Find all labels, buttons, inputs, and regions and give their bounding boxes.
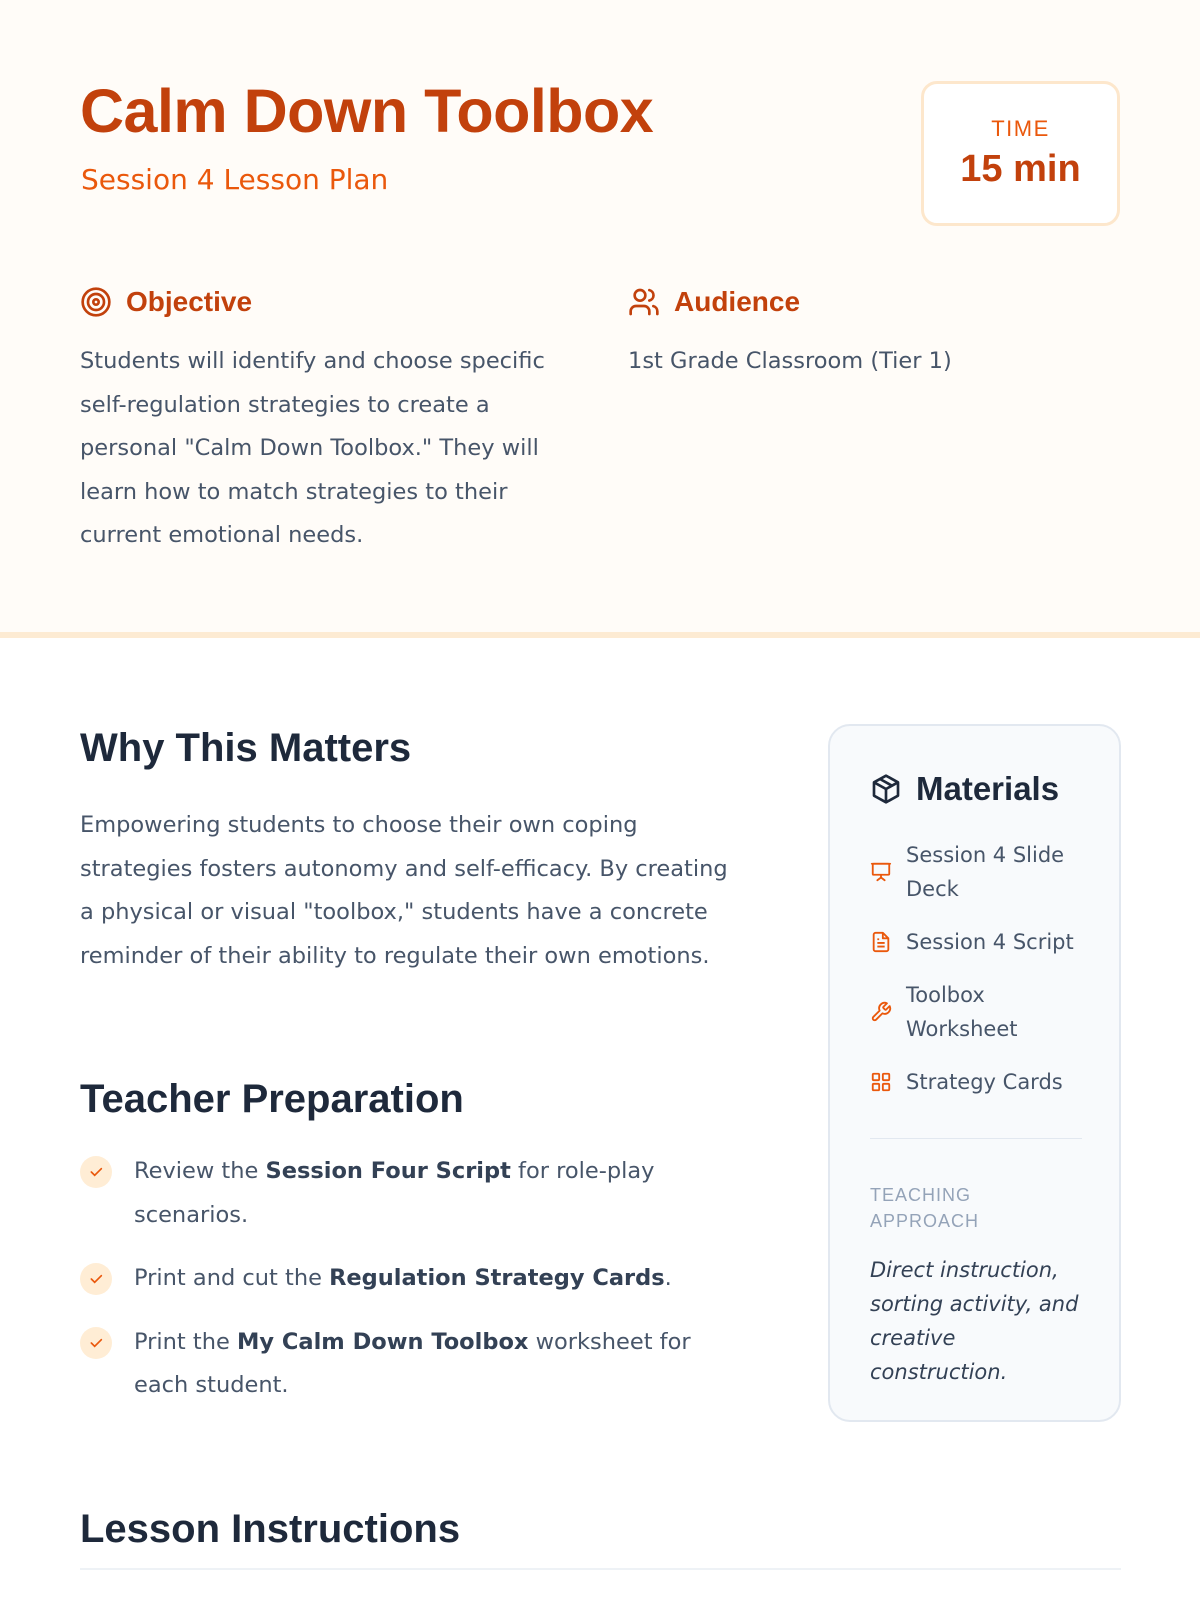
- materials-heading-label: Materials: [916, 770, 1060, 807]
- instructions-heading: Lesson Instructions: [80, 1507, 461, 1551]
- prep-item-emphasis: Session Four Script: [265, 1158, 511, 1184]
- material-item[interactable]: [870, 925, 1095, 959]
- check-icon: [80, 1156, 112, 1188]
- prep-item-emphasis: Regulation Strategy Cards: [329, 1265, 665, 1291]
- check-icon: [80, 1263, 112, 1295]
- prep-item: Review the Session Four Script for role-play scenarios.: [80, 1150, 740, 1237]
- package-icon: [870, 773, 902, 805]
- presentation-icon: [870, 861, 892, 883]
- audience-text: 1st Grade Classroom (Tier 1): [628, 348, 952, 374]
- objective-text: Students will identify and choose specific self-regulation strategies to create a personal "Calm Down Toolbox." They will learn how to match strategies to their current emotional needs.: [80, 348, 545, 548]
- material-item[interactable]: [870, 1065, 1095, 1099]
- approach-label: TEACHING APPROACH: [870, 1185, 980, 1231]
- document-icon: [870, 931, 892, 953]
- prep-item: Print and cut the Regulation Strategy Cards.: [80, 1257, 740, 1301]
- page-subtitle: Session 4 Lesson Plan: [81, 163, 389, 196]
- objective-heading-label: Objective: [126, 286, 253, 317]
- page-title: Calm Down Toolbox: [80, 77, 654, 145]
- materials-list: [870, 838, 1095, 1099]
- prep-item-emphasis: My Calm Down Toolbox: [237, 1328, 529, 1355]
- why-text: Empowering students to choose their own coping strategies fosters autonomy and self-efficacy. By creating a physical or visual "toolbox," students have a concrete reminder of their ability to regulate their own emotions.: [80, 812, 728, 969]
- target-icon: [80, 286, 112, 318]
- prep-heading: Teacher Preparation: [80, 1077, 464, 1121]
- why-heading: Why This Matters: [80, 726, 412, 770]
- prep-item: Print the My Calm Down Toolbox worksheet for each student.: [80, 1321, 740, 1408]
- users-icon: [628, 286, 660, 318]
- wrench-icon: [870, 1001, 892, 1023]
- material-item[interactable]: [870, 978, 1095, 1046]
- material-item-label: Session 4 Script: [906, 930, 1074, 954]
- time-card: [921, 81, 1120, 226]
- grid-icon: [870, 1071, 892, 1093]
- material-item-label: Session 4 Slide Deck: [906, 843, 1065, 901]
- approach-text: Direct instruction, sorting activity, and creative construction.: [870, 1258, 1079, 1384]
- time-label: TIME: [991, 116, 1050, 141]
- audience-heading: [628, 286, 800, 318]
- prep-list: [80, 1150, 740, 1408]
- check-icon: [80, 1327, 112, 1359]
- section-divider: [80, 1568, 1121, 1570]
- material-item[interactable]: [870, 838, 1095, 906]
- materials-heading: [870, 770, 1059, 808]
- time-value: 15 min: [960, 148, 1081, 190]
- materials-card: [828, 724, 1121, 1422]
- lesson-header: [0, 0, 1200, 638]
- material-item-label: Toolbox Worksheet: [906, 983, 1018, 1041]
- materials-divider: [870, 1138, 1082, 1139]
- objective-heading: [80, 286, 252, 318]
- material-item-label: Strategy Cards: [906, 1070, 1063, 1094]
- audience-heading-label: Audience: [674, 286, 801, 317]
